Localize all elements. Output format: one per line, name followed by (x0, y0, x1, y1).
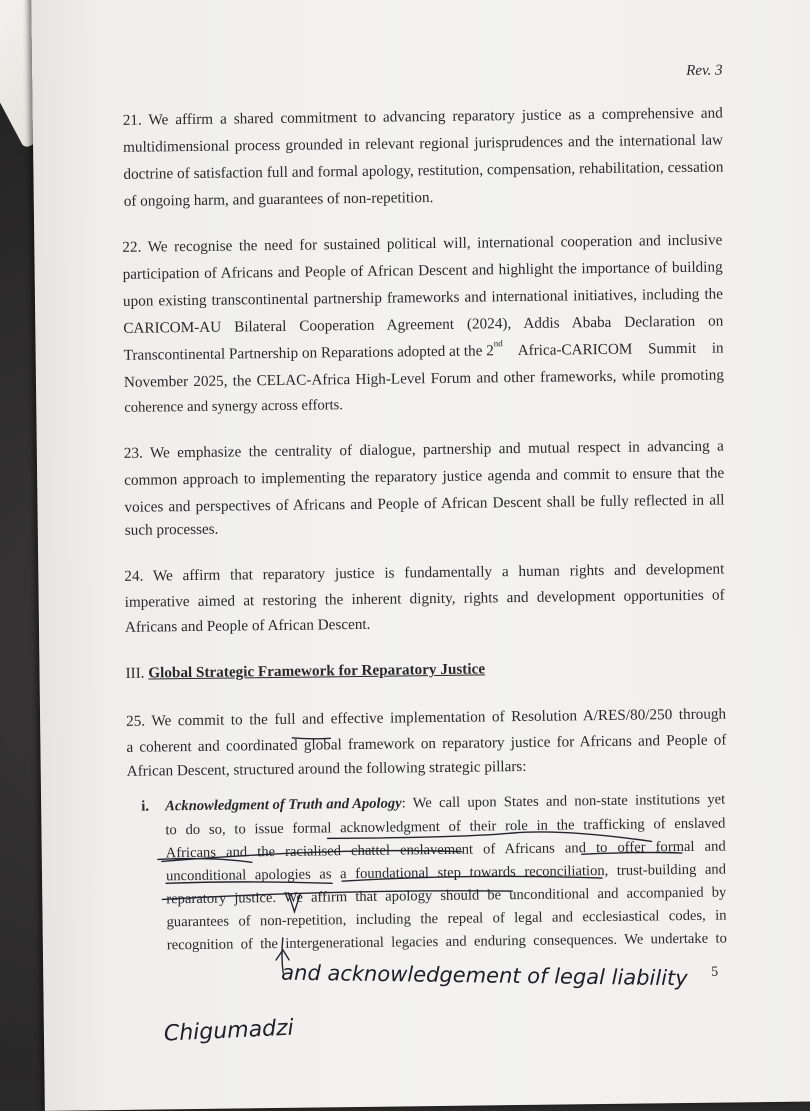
underline-acknowledgment (328, 831, 652, 846)
paragraph-line: participation of Africans and People of African Descent and highlight the importance of building (122, 258, 723, 283)
underline-racialised (162, 850, 462, 862)
paragraph-line: guarantees of non-repetition, including the repeal of legal and ecclesiastical codes, in (166, 907, 727, 931)
section-number: III. (125, 664, 145, 682)
line-text: Transcontinental Partnership on Reparations adopted at the 2 (123, 342, 494, 364)
handwritten-underlines (31, 0, 810, 1111)
handwritten-insertion: and acknowledgement of legal liability (281, 960, 688, 991)
item-title: Acknowledgment of Truth and Apology (165, 795, 402, 815)
paragraph-line: coherence and synergy across efforts. (124, 397, 344, 416)
paragraph-line: 22. We recognise the need for sustained political will, international cooperation and inclusive (122, 231, 723, 256)
paragraph-line: to do so, to issue formal acknowledgment of their role in the trafficking of enslaved (165, 815, 726, 839)
line-text: Africa-CARICOM Summit in (502, 339, 724, 360)
paragraph-line: Africans and People of African Descent. (124, 615, 371, 636)
underline-offer-formal (582, 852, 682, 854)
paragraph-line: imperative aimed at restoring the inherent dignity, rights and development opportunities of (124, 586, 725, 611)
paragraph-line: recognition of the intergenerational legacies and enduring consequences. We undertake to (166, 930, 727, 954)
superscript: nd (493, 338, 503, 349)
paragraph-line: common approach to implementing the reparatory justice agenda and commit to ensure that the (124, 464, 725, 489)
paragraph-line: doctrine of satisfaction full and formal apology, restitution, compensation, rehabilitation, cessation (123, 158, 724, 183)
underline-foundational (342, 875, 602, 881)
paragraph-line: Africans and the racialised chattel enslavement of Africans and to offer formal and (165, 838, 726, 862)
paragraph-line: November 2025, the CELAC-Africa High-Level Forum and other frameworks, while promoting (123, 366, 725, 391)
correction-mark (288, 893, 300, 912)
underline-unconditional-apologies (166, 881, 332, 886)
item-label: i. (141, 798, 150, 815)
underline-reparatory (162, 890, 512, 900)
paragraph-line: such processes. (124, 520, 219, 539)
underline-global (292, 737, 330, 739)
paragraph-line: CARICOM-AU Bilateral Cooperation Agreement (2024), Addis Ababa Declaration on (123, 312, 724, 337)
paragraph-line: 23. We emphasize the centrality of dialogue, partnership and mutual respect in advancing a (123, 437, 724, 462)
paragraph-line: voices and perspectives of Africans and People of African Descent shall be fully reflected in all (124, 491, 725, 516)
document-page (31, 0, 810, 1111)
revision-label: Rev. 3 (686, 62, 723, 79)
paragraph-line: unconditional apologies as a foundational step towards reconciliation, trust-building and (165, 861, 727, 885)
paragraph-line: a coherent and coordinated global framework on reparatory justice for Africans and People of (126, 731, 727, 756)
line-text: : We call upon States and non-state institutions yet (401, 791, 726, 812)
handwritten-signature: Chigumadzi (163, 1015, 295, 1047)
paragraph-line: upon existing transcontinental partnership frameworks and international initiatives, including the (122, 285, 724, 310)
paragraph-line: 25. We commit to the full and effective implementation of Resolution A/RES/80/250 through (126, 705, 727, 730)
paragraph-line: 21. We affirm a shared commitment to advancing reparatory justice as a comprehensive and (122, 104, 723, 129)
paragraph-line: African Descent, structured around the following strategic pillars: (126, 757, 527, 780)
paragraph-line: reparatory justice. We affirm that apology should be unconditional and accompanied by (166, 884, 727, 908)
page-number: 5 (711, 964, 719, 980)
paragraph-line: multidimensional process grounded in relevant regional jurisprudences and the international law (123, 131, 724, 156)
section-title: Global Strategic Framework for Reparatory Justice (148, 660, 486, 682)
paragraph-line: 24. We affirm that reparatory justice is fundamentally a human rights and development (124, 560, 725, 585)
paragraph-line: of ongoing harm, and guarantees of non-repetition. (123, 189, 434, 210)
